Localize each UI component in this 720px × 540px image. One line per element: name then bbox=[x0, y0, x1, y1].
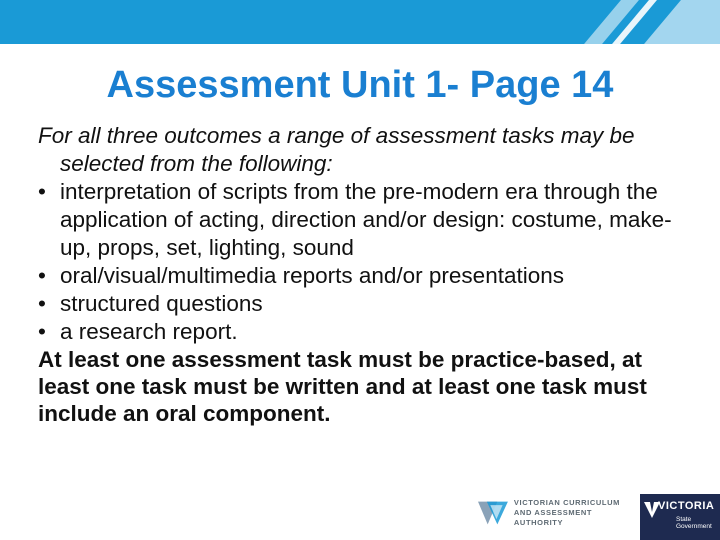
bullet-item bbox=[38, 262, 698, 290]
bullet-list bbox=[38, 178, 698, 346]
bullet-icon: • bbox=[38, 263, 46, 288]
victoria-state-government-logo bbox=[640, 494, 720, 540]
slide-title: Assessment Unit 1- Page 14 bbox=[106, 64, 614, 106]
bullet-text: interpretation of scripts from the pre-modern era through the application of acting, direction and/or design: costume, make-up, props, set, lighting, sound bbox=[60, 179, 672, 260]
vcaa-logo-text bbox=[514, 498, 628, 528]
bullet-icon: • bbox=[38, 319, 46, 344]
victoria-name: VICTORIA bbox=[658, 500, 715, 512]
vcaa-logo bbox=[478, 496, 628, 530]
victoria-sub-line-1: State bbox=[676, 516, 692, 523]
bullet-text: oral/visual/multimedia reports and/or presentations bbox=[60, 263, 564, 288]
vcaa-line-1: VICTORIAN CURRICULUM bbox=[513, 498, 620, 507]
intro-text: For all three outcomes a range of assessment tasks may be selected from the following: bbox=[38, 123, 635, 176]
top-banner bbox=[0, 0, 720, 44]
bullet-text: a research report. bbox=[60, 319, 238, 344]
bullet-item bbox=[38, 178, 698, 262]
bullet-item bbox=[38, 318, 698, 346]
vcaa-logo-icon bbox=[478, 498, 508, 528]
closing-text: At least one assessment task must be practice-based, at least one task must be written and at least one task must include an oral component. bbox=[38, 347, 647, 426]
vcaa-line-2: AND ASSESSMENT AUTHORITY bbox=[513, 508, 593, 527]
victoria-subtitle bbox=[676, 516, 712, 530]
victoria-sub-line-2: Government bbox=[676, 523, 712, 530]
slide-body bbox=[38, 122, 698, 427]
bullet-icon: • bbox=[38, 291, 46, 316]
bullet-text: structured questions bbox=[60, 291, 263, 316]
bullet-item bbox=[38, 290, 698, 318]
bullet-icon: • bbox=[38, 179, 46, 204]
